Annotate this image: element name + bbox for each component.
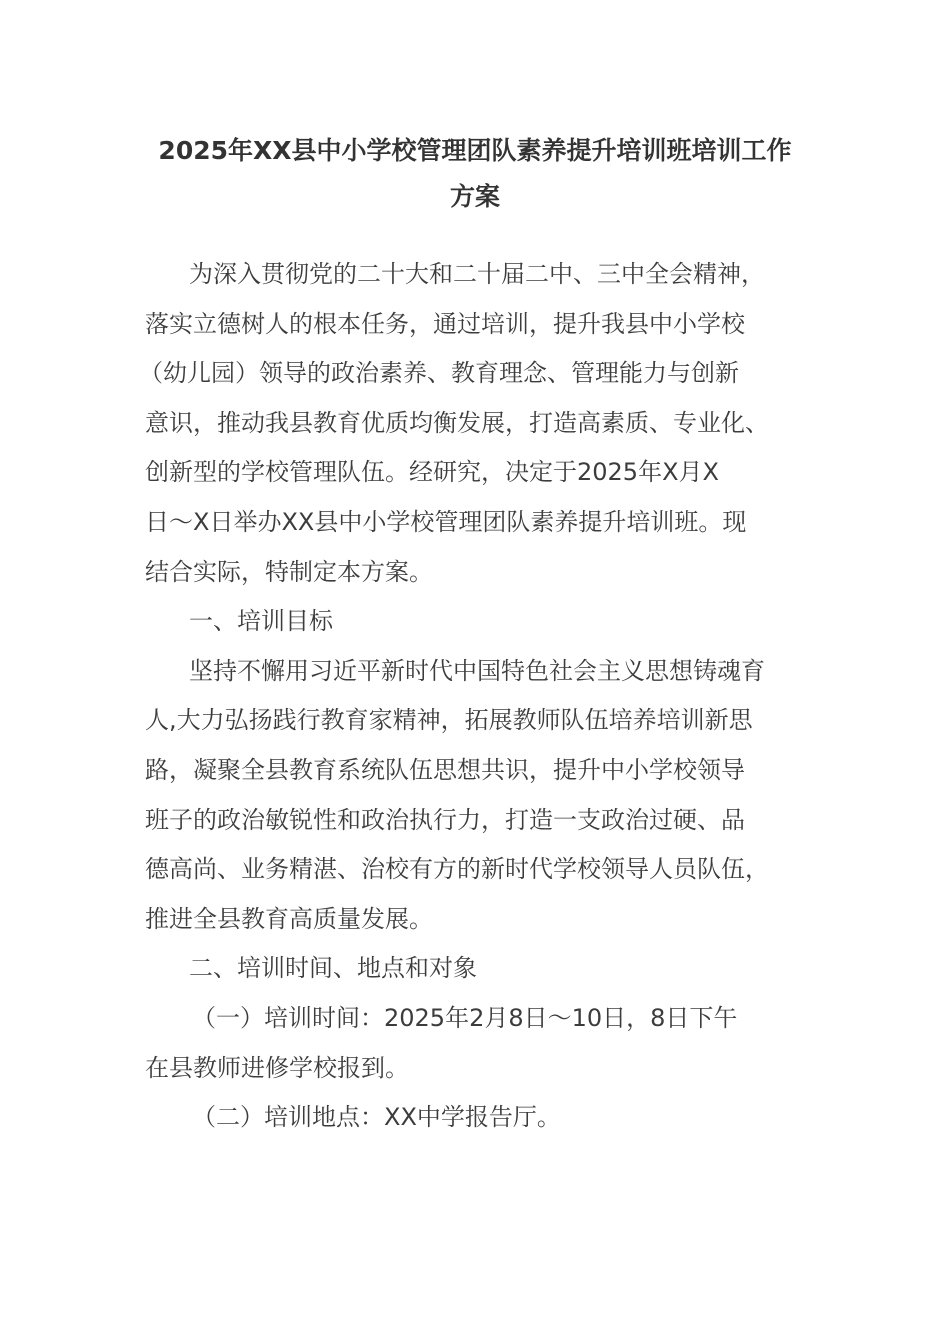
text-line: 意识，推动我县教育优质均衡发展，打造高素质、专业化、: [145, 408, 769, 437]
paragraph-training-time: [145, 994, 810, 1093]
text-line: 路，凝聚全县教育系统队伍思想共识，提升中小学校领导: [145, 755, 745, 784]
text-line: 推进全县教育高质量发展。: [145, 904, 433, 933]
text-line: （一）培训时间：2025年2月8日～10日，8日下午: [192, 1003, 738, 1032]
text-line: 落实立德树人的根本任务，通过培训，提升我县中小学校: [145, 309, 745, 338]
paragraph-training-place: [145, 1093, 810, 1143]
text-line: 班子的政治敏锐性和政治执行力，打造一支政治过硬、品: [145, 805, 745, 834]
document-title: [140, 128, 810, 220]
section-heading-time-place: [145, 944, 810, 994]
text-line: 人,大力弘扬践行教育家精神，拓展教师队伍培养培训新思: [145, 706, 753, 735]
text-line: 德高尚、业务精湛、治校有方的新时代学校领导人员队伍，: [145, 855, 769, 884]
text-line: 创新型的学校管理队伍。经研究，决定于2025年X月X: [145, 458, 719, 487]
title-line-1: 2025年XX县中小学校管理团队素养提升培训班培训工作: [158, 136, 792, 165]
text-line: 在县教师进修学校报到。: [145, 1053, 409, 1082]
section-heading-goals: [145, 597, 810, 647]
text-line: （幼儿园）领导的政治素养、教育理念、管理能力与创新: [139, 359, 739, 388]
paragraph-goals: [145, 647, 810, 945]
text-line: 为深入贯彻党的二十大和二十届二中、三中全会精神，: [189, 260, 765, 288]
heading-text: 二、培训时间、地点和对象: [189, 954, 477, 983]
document-body: [139, 250, 810, 1143]
text-line: 结合实际，特制定本方案。: [145, 557, 433, 586]
text-line: 日～X日举办XX县中小学校管理团队素养提升培训班。现: [145, 507, 747, 536]
text-line: （二）培训地点：XX中学报告厅。: [192, 1103, 561, 1132]
title-line-2: 方案: [449, 182, 500, 211]
heading-text: 一、培训目标: [189, 607, 333, 636]
paragraph-intro: [139, 250, 810, 597]
text-line: 坚持不懈用习近平新时代中国特色社会主义思想铸魂育: [189, 656, 765, 685]
